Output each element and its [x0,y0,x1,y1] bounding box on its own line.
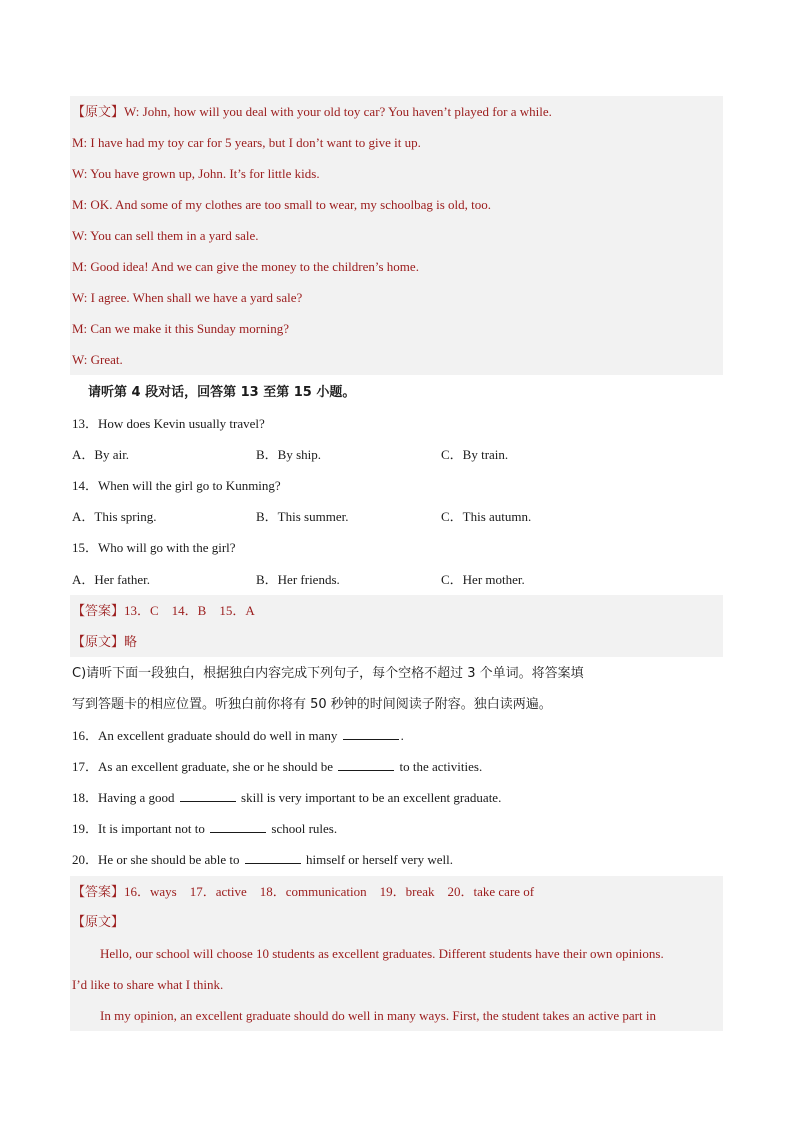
source-line [70,626,723,657]
options-13 [70,439,723,470]
item-18 [70,782,723,813]
dialogue-text: W: John, how will you deal with your old toy car? You haven’t played for a while. [124,104,552,119]
item-text: skill is very important to be an excellent graduate. [237,790,502,805]
item-19 [70,813,723,844]
answer-blank [338,758,394,771]
answer-text: 16．ways 17．active 18．communication 19．break 20．take care of [124,884,535,899]
option-b: B．This summer. [256,509,349,524]
dialogue-line-1 [70,96,723,127]
dialogue-line-7: W: I agree. When shall we have a yard sale? [70,282,723,313]
item-16 [70,720,723,751]
option-b: B．Her friends. [256,572,340,587]
answer-tag: 【答案】 [72,604,125,619]
dialogue-line-9: W: Great. [70,344,723,375]
item-text: 20．He or she should be able to [72,852,243,867]
option-b: B．By ship. [256,447,322,462]
passage-line-2: I’d like to share what I think. [70,969,723,1000]
option-a: A．Her father. [72,572,150,587]
item-text: 17．As an excellent graduate, she or he should be [72,759,337,774]
option-c: C．By train. [441,447,509,462]
dialogue-line-2: M: I have had my toy car for 5 years, but I don’t want to give it up. [70,127,723,158]
answer-text: 13．C 14．B 15．A [124,603,255,618]
item-text: to the activities. [396,759,483,774]
dialogue-line-5: W: You can sell them in a yard sale. [70,220,723,251]
source-tag: 【原文】 [72,105,125,120]
section-c-instruction-1: C)请听下面一段独白，根据独白内容完成下列句子，每个空格不超过 3 个单词。将答案填 [72,666,584,681]
source-tag-line: 【原文】 [70,907,723,938]
option-a: A．By air. [72,447,130,462]
answer-line [70,876,723,907]
option-c: C．This autumn. [441,509,532,524]
item-text: 18．Having a good [72,790,178,805]
question-14: 14．When will the girl go to Kunming? [72,478,281,493]
item-text: . [400,728,404,743]
item-17 [70,751,723,782]
options-15 [70,564,723,595]
question-15: 15．Who will go with the girl? [72,540,236,555]
option-c: C．Her mother. [441,572,525,587]
passage-line-3: In my opinion, an excellent graduate should do well in many ways. First, the student takes an active part in [70,1000,723,1031]
dialogue-line-6: M: Good idea! And we can give the money to the children’s home. [70,251,723,282]
passage-line-1: Hello, our school will choose 10 students as excellent graduates. Different students have their own opinions. [70,938,723,969]
source-text: 略 [124,635,138,650]
answer-blank [180,789,236,802]
item-text: 19．It is important not to [72,821,209,836]
item-text: himself or herself very well. [302,852,453,867]
section-instruction: 请听第 4 段对话，回答第 13 至第 15 小题。 [88,385,356,400]
item-text: 16．An excellent graduate should do well in many [72,728,341,743]
answer-blank [210,820,266,833]
dialogue-line-3: W: You have grown up, John. It’s for little kids. [70,158,723,189]
options-14 [70,501,723,532]
item-text: school rules. [268,821,338,836]
answer-blank [343,727,399,740]
source-tag: 【原文】 [72,635,125,650]
answer-blank [245,851,301,864]
answer-line [70,595,723,626]
dialogue-line-8: M: Can we make it this Sunday morning? [70,313,723,344]
section-c-instruction-2: 写到答题卡的相应位置。听独白前你将有 50 秒钟的时间阅读子附容。独白读两遍。 [72,697,552,712]
option-a: A．This spring. [72,509,157,524]
question-13: 13．How does Kevin usually travel? [72,416,265,431]
item-20 [70,844,723,875]
answer-tag: 【答案】 [72,885,125,900]
dialogue-line-4: M: OK. And some of my clothes are too small to wear, my schoolbag is old, too. [70,189,723,220]
